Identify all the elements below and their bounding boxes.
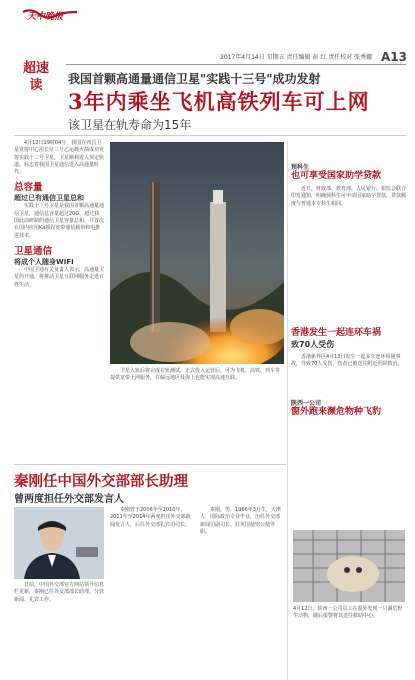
divider <box>66 64 406 65</box>
story-headline: 也可享受国家助学贷款 <box>291 171 382 181</box>
lead-paragraph: 中国卫通有关负责人表示，高通量卫星的开通，将推动卫星互联网服务走进百姓生活。 <box>14 266 105 288</box>
divider <box>14 464 286 465</box>
story-kicker: 预科生 <box>291 164 310 171</box>
lead-paragraph: 卫星入轨后将完成在轨测试，正式投入运营后，可为飞机、高铁、列车等提供宽带上网服务，在偏远地区及海上也能实现高速互联。 <box>110 368 281 382</box>
divider <box>14 135 406 136</box>
story-kicker: 陕西一公司 <box>291 400 322 408</box>
divider <box>287 140 288 680</box>
animal-photo <box>293 530 405 602</box>
photo-caption: 4月12日，陕西一公司员工在窗外发现一只濒危野生动物，随后报警将其送往救助中心。 <box>293 606 403 620</box>
section-subhead: 超过已有通信卫星总和 <box>14 194 84 203</box>
page-number: A13 <box>381 50 407 64</box>
lead-subhead: 该卫星在轨寿命为15年 <box>68 118 192 132</box>
story-paragraph: 秦刚，男，1966年3月生，天津人，国际政治专业毕业，历任外交部新闻司副司长、驻英国使馆公使等职。 <box>200 507 281 535</box>
story-column <box>200 507 284 536</box>
story-paragraph: 日前，中国外交部官方网站领导信息栏更新，秦刚已任外交部部长助理，分管新闻、礼宾工作。 <box>14 582 105 603</box>
panda-caption-block <box>293 606 405 621</box>
story-subhead: 致70人受伤 <box>291 339 335 349</box>
story-paragraph: 香港新界区4月13日发生一起多车连环相撞事故，导致70人受伤，伤者已被送往附近医院救治。 <box>291 353 403 368</box>
section-name: 超速读 <box>22 61 49 93</box>
lead-column-left <box>14 140 104 289</box>
lead-column-mid <box>110 368 284 383</box>
lead-paragraph: 4月12日19时04分，我国在西昌卫星发射中心用长征三号乙运载火箭成功发射实践十三号卫星。卫星顺利进入预定轨道，标志着我国卫星通信进入高通量时代。 <box>14 140 105 176</box>
portrait-photo <box>14 507 104 579</box>
date-line: 2017年4月14日 星期五 责任编辑 彭 红 责任校对 张秀娜 <box>220 54 373 61</box>
lead-kicker: 我国首颗高通量通信卫星"实践十三号"成功发射 <box>68 72 321 86</box>
section-subhead: 将成个人随身WIFI <box>14 257 74 266</box>
story-headline: 香港发生一起连环车祸 <box>291 327 382 338</box>
story-paragraph: 近日，财政部、教育部、人民银行、银监会联合印发通知，明确预科生可申请国家助学贷款，贷款额度与普通本专科生相同。 <box>291 186 407 207</box>
lead-paragraph: 实践十三号卫星是我国首颗高通量通信卫星，通信总容量超过20G，超过我国此前研制的通信卫星容量总和，并首次在国内应用Ka频段宽带通信载荷和电推进技术。 <box>14 203 105 239</box>
story-paragraph: 秦刚曾于2006年至2010年、2011年至2014年两度担任外交部新闻发言人，后任外交部礼宾司司长。 <box>110 507 191 528</box>
section-head: 卫星通信 <box>14 245 53 257</box>
story-column <box>14 582 104 604</box>
story-subhead: 曾两度担任外交部发言人 <box>14 494 124 505</box>
story-headline: 窗外跑来濒危物种飞豹 <box>291 407 382 418</box>
lead-headline: 3年内乘坐飞机高铁列车可上网 <box>68 89 370 114</box>
story-column <box>110 507 194 529</box>
section-head: 总容量 <box>14 182 43 194</box>
rocket-launch-photo <box>110 142 284 364</box>
story-headline: 秦刚任中国外交部部长助理 <box>14 473 188 490</box>
logo-text: 天中晚报 <box>27 12 64 22</box>
right-column <box>291 140 407 418</box>
